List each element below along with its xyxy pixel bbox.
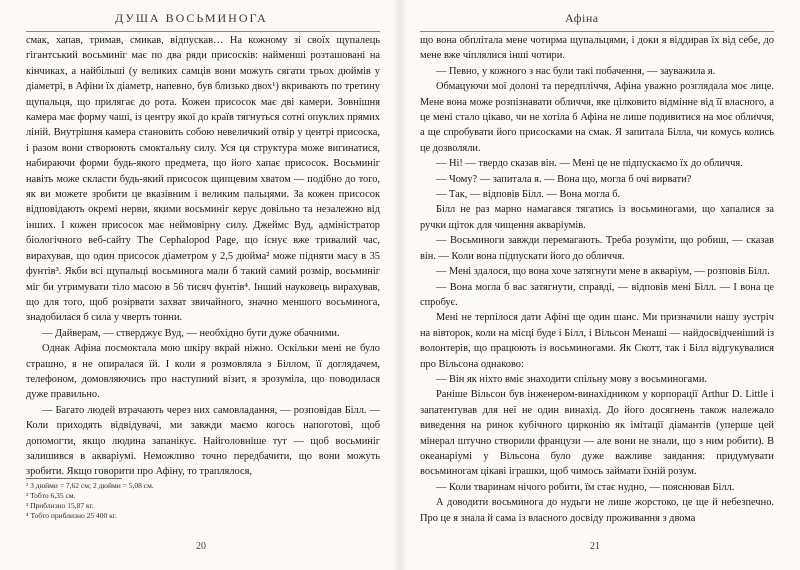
right-paragraph-8: — Восьминоги завжди перемагають. Треба розуміти, що робиш, — сказав він. — Коли вона підпускати його до обличчя.	[420, 235, 774, 262]
left-header-rule	[26, 31, 380, 32]
right-header-rule	[420, 31, 774, 32]
right-paragraph-12: — Він як ніхто вміє знаходити спільну мову з восьминогами.	[436, 373, 708, 385]
footnote-rule	[26, 478, 122, 479]
right-paragraph-15: А доводити восьминога до нудьги не лише жорстоко, це ще й небезпечно. Про це я знала й сама із власного досвіду проживання з двома	[420, 497, 774, 524]
left-page-number: 20	[196, 541, 206, 552]
right-paragraph-11: Мені не терпілося дати Афіні ще один шанс. Ми призначили нашу зустріч на вівторок, коли на місці буде і Білл, і Вільсон Менаші — найдосвідченіший із волонтерів, що працюють із восьминогами. Як Скотт, так і Білл відгукувалися про Вільсона однаково:	[420, 312, 774, 370]
right-paragraph-14: — Коли тваринам нічого робити, їм стає нудно, — пояснював Білл.	[436, 481, 735, 493]
right-body-text	[420, 33, 774, 526]
left-paragraph-4: — Багато людей втрачають через них самовладання, — розповідав Білл. — Коли приходять відвідувачі, ми завжди маємо когось напоготові, щоб допомогти, якщо людина запанікує. Найголовніше тут — щоб восьминіг залишився в акваріумі. Неможливо точно передбачити, що вони можуть зробити. Якщо говорити про Афіну, то траплялося,	[26, 404, 380, 478]
footnote-4: ⁴ Тобто приблизно 25 400 кг.	[26, 511, 117, 520]
footnotes	[26, 481, 380, 521]
right-paragraph-4: — Ні! — твердо сказав він. — Мені це не підпускаємо їх до обличчя.	[436, 158, 743, 170]
book-gutter-shadow	[393, 0, 407, 570]
right-paragraph-3: Обмацуючи мої долоні та передпліччя, Афіна уважно розглядала моє лице. Мене вона може розпізнавати обличчя, яке цілковито відмінне від її власного, а це мені стало цікаво, чи не хотіла б Афіна не лише подивитися на моє обличчя, а ще спробувати його присосками на смак. Я запитала Білла, чи комусь колись це дозволяли.	[420, 81, 774, 154]
left-paragraph-1: смак, хапав, тримав, смикав, відпускав… На кожному зі своїх щупалець гігантський восьминіг має по два ряди присосків: найменші розташовані на кінчиках, а найбільші (у великих самців вони можуть сягати трьох дюймів у діаметрі, в Афіни їх діаметр, напевно, був близько двох¹) вкривають по третину щупальця, що прилягає до рота. Кожен присосок має дві камери. Зовнішня камера має форму чаші, із центру якої до країв тягнуться сотні опуклих прямих ліній. Внутрішня камера становить собою невеличкий отвір у центрі присоска, і разом вони створюють смоктальну силу. Уся ця структура може вигинатися, набираючи форми будь-якого предмета, що його хапає присосок. Восьминіг навіть може скласти будь-який присосок щипцевим хватом — подібно до того, як ви можете зробити це вказівним і великим пальцями. За кожен присосок відповідають окремі нерви, якими восьминіг керує довільно та незалежно від інших. І кожен присосок має неймовірну силу. Джеймс Вуд, адміністратор біологічного веб-сайту The Cephalopod Page, що існує вже тривалий час, вирахував, що один присосок діаметром у 2,5 дюйма² може підняти масу в 35 фунтів³. Якби всі щупальці восьминога мали б такий самий розмір, восьминіг міг би утримувати тіло масою в 56 тисяч фунтів⁴. Інший науковець вирахував, що для того, щоб розірвати захват звичайного, значно меншого восьминога, знадобилася б сила у чверть тонни.	[26, 35, 380, 324]
right-paragraph-10: — Вона могла б вас затягнути, справді, — відповів мені Білл. — І вона це спробує.	[420, 281, 774, 308]
right-paragraph-6: — Так, — відповів Білл. — Вона могла б.	[436, 189, 621, 201]
left-running-header: ДУША ВОСЬМИНОГА	[115, 11, 268, 25]
footnote-1: ¹ 3 дюйми = 7,62 см; 2 дюйми = 5,08 см.	[26, 481, 154, 490]
footnote-2: ² Тобто 6,35 см.	[26, 491, 76, 500]
right-paragraph-13: Раніше Вільсон був інженером-винахідником у корпорації Arthur D. Little і запатентував для неї не один винахід. До його досягнень також належало виведення на ринок кубічного цирконію як імітації діамантів (уперше цей мінерал штучно створили французи — але вони не знали, що з ним робити). В океанаріумі у Вільсона було дуже важливе завдання: придумувати восьминогам цікаві іграшки, щоб чимось займати їхній розум.	[420, 389, 774, 478]
footnote-3: ³ Приблизно 15,87 кг.	[26, 501, 94, 510]
right-page	[400, 0, 800, 570]
left-paragraph-3: Однак Афіна посмоктала мою шкіру вкрай ніжно. Оскільки мені не було страшно, я не опиралася їй. І коли я розмовляла з Біллом, її доглядачем, телефоном, домовляючись про наступний візит, я зрозуміла, що поводилася дуже правильно.	[26, 343, 380, 401]
right-page-number: 21	[590, 541, 600, 552]
right-paragraph-1: що вона обплітала мене чотирма щупальцями, і доки я віддирав їх від себе, до мене вже чіплялися інші чотири.	[420, 35, 774, 62]
right-paragraph-5: — Чому? — запитала я. — Вона що, могла б очі вирвати?	[436, 173, 692, 185]
left-paragraph-2: — Дайверам, — стверджує Вуд, — необхідно бути дуже обачними.	[42, 327, 340, 339]
right-paragraph-7: Білл не раз марно намагався тягатись із восьминогами, що хапалися за ручки щіток для чищення акваріумів.	[420, 204, 774, 231]
right-paragraph-9: — Мені здалося, що вона хоче затягнути мене в акваріум, — розповів Білл.	[436, 266, 770, 278]
right-paragraph-2: — Певно, у кожного з нас були такі побачення, — зауважила я.	[436, 65, 716, 77]
left-body-text	[26, 33, 380, 480]
right-running-header: Афіна	[565, 11, 599, 25]
